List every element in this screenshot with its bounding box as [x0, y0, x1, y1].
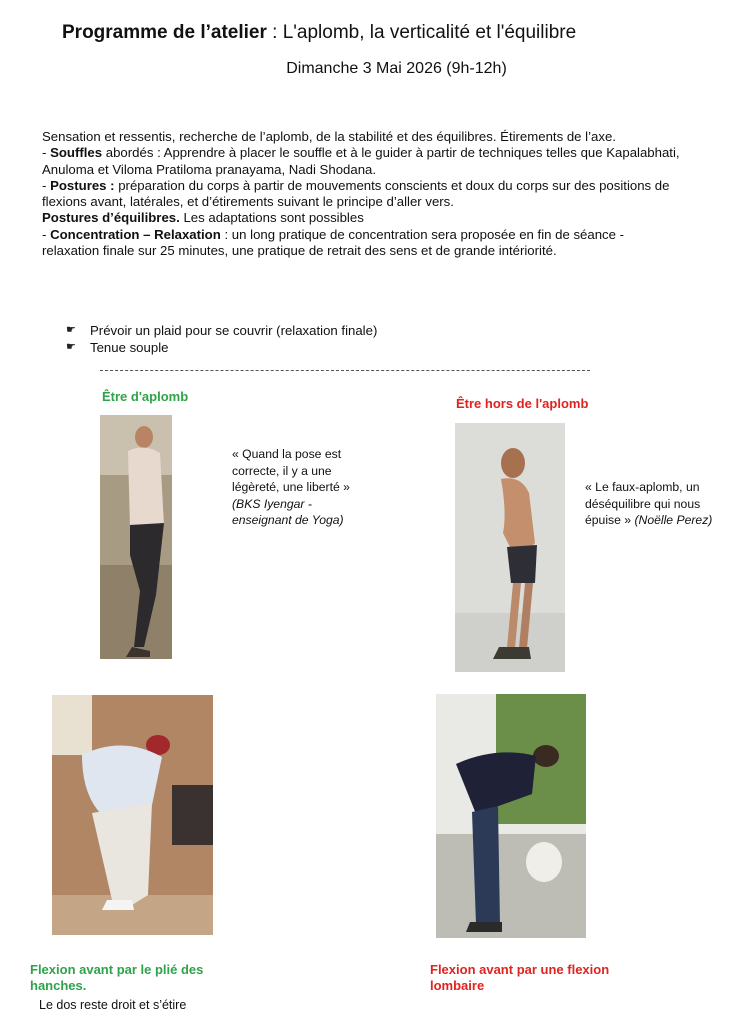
list-item: ☛ Tenue souple [66, 340, 169, 355]
bullet-list [66, 322, 377, 356]
quote-perez [585, 479, 725, 529]
intro-line: Sensation et ressentis, recherche de l’aplomb, de la stabilité et des équilibres. Étirements de l’axe. [42, 129, 616, 144]
souffles-paragraph: - Souffles abordés : Apprendre à placer le souffle et à le guider à partir de techniques telles que Kapalabhati, Anuloma et Viloma Pratiloma pranayama, Nadi Shodana. [42, 145, 680, 177]
caption-etre-aplomb: Être d'aplomb [102, 389, 189, 404]
page-title [62, 22, 702, 44]
equilibres-text: Les adaptations sont possibles [179, 210, 364, 226]
quote-iyengar [232, 446, 367, 529]
event-date: Dimanche 3 Mai 2026 (9h-12h) [286, 60, 507, 77]
pointing-hand-icon: ☛ [66, 341, 76, 353]
pointing-hand-icon: ☛ [66, 324, 76, 336]
list-item: ☛ Prévoir un plaid pour se couvrir (relaxation finale) [66, 323, 378, 338]
equilibres-label: Postures d’équilibres. [42, 210, 180, 226]
postures-paragraph: - Postures : préparation du corps à partir de mouvements conscients et doux du corps sur des positions de flexions avant, latérales, et d’étirements suivant le principe d’aller vers. [42, 177, 670, 210]
title-bold: Programme de l’atelier [62, 22, 267, 43]
caption-hors-aplomb: Être hors de l'aplomb [456, 396, 589, 411]
subcaption-dos-droit: Le dos reste droit et s’étire [39, 998, 187, 1012]
quote-author: (BKS Iyengar - enseignant de Yoga) [232, 496, 344, 527]
postures-text: préparation du corps à partir de mouvements conscients et doux du corps sur des positions de flexions avant, latérales, et d’étirements suivant le principe d’aller vers. [42, 177, 670, 210]
program-description [42, 129, 682, 259]
concentration-label: Concentration – Relaxation [50, 226, 221, 242]
quote-author: (Noëlle Perez) [634, 513, 713, 527]
equilibres-paragraph [42, 210, 682, 226]
photo-hip-hinge [52, 695, 213, 935]
quote-text: « Quand la pose est correcte, il y a une légèreté, une liberté » [232, 447, 350, 494]
concentration-paragraph: - Concentration – Relaxation : un long pratique de concentration sera proposée en fin de séance - relaxation finale sur 25 minutes, une pratique de retrait des sens et de grande intériorité. [42, 226, 625, 259]
quote-text: « Le faux-aplomb, un déséquilibre qui nous épuise » [585, 480, 701, 527]
concentration-text: : un long pratique de concentration sera proposée en fin de séance - relaxation finale sur 25 minutes, une pratique de retrait des sens et de grande intériorité. [42, 226, 625, 259]
caption-flexion-lombaire: Flexion avant par une flexion lombaire [430, 962, 610, 993]
souffles-text: abordés : Apprendre à placer le souffle et à le guider à partir de techniques telles que Kapalabhati, Anuloma et Viloma Pratiloma pranayama, Nadi Shodana. [42, 145, 680, 177]
title-rest: : L'aplomb, la verticalité et l'équilibre [266, 22, 577, 43]
photo-man-upright [100, 415, 172, 659]
dashed-divider [100, 370, 590, 371]
photo-lumbar-flexion [436, 694, 586, 938]
photo-man-slouched [455, 423, 565, 672]
souffles-label: Souffles [50, 145, 103, 161]
postures-label: Postures : [50, 177, 115, 193]
caption-flexion-hanches: Flexion avant par le plié des hanches. [30, 962, 204, 993]
